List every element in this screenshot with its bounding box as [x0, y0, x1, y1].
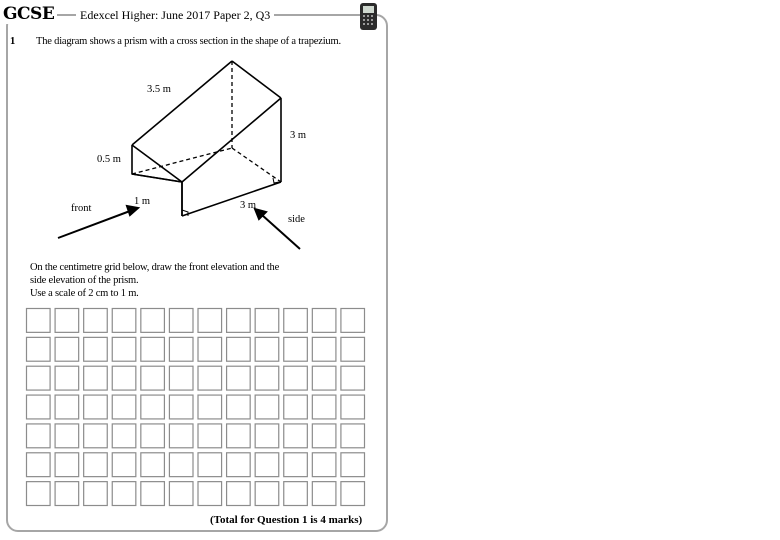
grid-cell[interactable]	[284, 309, 308, 333]
grid-cell[interactable]	[312, 453, 336, 477]
grid-cell[interactable]	[169, 366, 193, 390]
grid-cell[interactable]	[284, 482, 308, 506]
grid-cell[interactable]	[141, 424, 165, 448]
grid-cell[interactable]	[255, 395, 279, 419]
grid-cell[interactable]	[169, 395, 193, 419]
grid-cell[interactable]	[141, 309, 165, 333]
grid-cell[interactable]	[198, 395, 222, 419]
grid-cell[interactable]	[284, 395, 308, 419]
grid-cell[interactable]	[198, 337, 222, 361]
grid-cell[interactable]	[27, 309, 51, 333]
grid-cell[interactable]	[112, 309, 136, 333]
grid-cell[interactable]	[55, 366, 79, 390]
grid-cell[interactable]	[84, 482, 108, 506]
grid-cell[interactable]	[341, 366, 365, 390]
grid-cell[interactable]	[312, 366, 336, 390]
grid-cell[interactable]	[27, 337, 51, 361]
grid-cell[interactable]	[27, 395, 51, 419]
question-text: The diagram shows a prism with a cross section in the shape of a trapezium.	[36, 36, 341, 47]
grid-cell[interactable]	[341, 337, 365, 361]
grid-cell[interactable]	[312, 424, 336, 448]
grid-cell[interactable]	[84, 337, 108, 361]
grid-cell[interactable]	[84, 309, 108, 333]
grid-cell[interactable]	[84, 395, 108, 419]
grid-cell[interactable]	[198, 309, 222, 333]
grid-cell[interactable]	[284, 424, 308, 448]
paper-title: Edexcel Higher: June 2017 Paper 2, Q3	[76, 8, 274, 22]
grid-cell[interactable]	[312, 309, 336, 333]
grid-cell[interactable]	[227, 309, 251, 333]
grid-cell[interactable]	[141, 337, 165, 361]
label-top-edge: 3.5 m	[147, 84, 171, 95]
grid-cell[interactable]	[284, 337, 308, 361]
grid-cell[interactable]	[55, 309, 79, 333]
grid-cell[interactable]	[27, 424, 51, 448]
question-number: 1	[10, 36, 16, 47]
grid-cell[interactable]	[112, 424, 136, 448]
grid-cell[interactable]	[141, 453, 165, 477]
grid-cell[interactable]	[84, 453, 108, 477]
grid-cell[interactable]	[84, 424, 108, 448]
grid-cell[interactable]	[255, 482, 279, 506]
grid-cell[interactable]	[112, 453, 136, 477]
grid-cell[interactable]	[227, 424, 251, 448]
grid-cell[interactable]	[198, 453, 222, 477]
grid-cell[interactable]	[27, 482, 51, 506]
grid-cell[interactable]	[169, 482, 193, 506]
grid-cell[interactable]	[112, 366, 136, 390]
label-right-edge: 3 m	[290, 130, 307, 141]
label-side: side	[288, 214, 305, 225]
grid-cell[interactable]	[255, 453, 279, 477]
instruction-line-1: On the centimetre grid below, draw the front elevation and the	[30, 262, 280, 273]
grid-cell[interactable]	[55, 337, 79, 361]
grid-cell[interactable]	[255, 309, 279, 333]
label-left-edge: 0.5 m	[97, 154, 121, 165]
grid-cell[interactable]	[341, 453, 365, 477]
grid-cell[interactable]	[255, 337, 279, 361]
grid-cell[interactable]	[255, 424, 279, 448]
gcse-logo: GCSE	[3, 4, 57, 24]
grid-cell[interactable]	[312, 482, 336, 506]
grid-cell[interactable]	[141, 366, 165, 390]
grid-cell[interactable]	[312, 337, 336, 361]
grid-cell[interactable]	[55, 395, 79, 419]
instruction-line-3: Use a scale of 2 cm to 1 m.	[30, 288, 139, 299]
label-bottom-side: 3 m	[240, 200, 257, 211]
grid-cell[interactable]	[55, 453, 79, 477]
grid-cell[interactable]	[312, 395, 336, 419]
grid-cell[interactable]	[112, 395, 136, 419]
grid-cell[interactable]	[284, 453, 308, 477]
grid-cell[interactable]	[198, 424, 222, 448]
grid-cell[interactable]	[255, 366, 279, 390]
label-front: front	[71, 203, 92, 214]
grid-cell[interactable]	[112, 482, 136, 506]
grid-cell[interactable]	[198, 482, 222, 506]
grid-cell[interactable]	[169, 424, 193, 448]
grid-cell[interactable]	[141, 482, 165, 506]
grid-cell[interactable]	[55, 482, 79, 506]
grid-cell[interactable]	[284, 366, 308, 390]
grid-cell[interactable]	[227, 395, 251, 419]
grid-cell[interactable]	[169, 337, 193, 361]
grid-cell[interactable]	[341, 424, 365, 448]
grid-cell[interactable]	[227, 453, 251, 477]
grid-cell[interactable]	[341, 395, 365, 419]
grid-cell[interactable]	[227, 482, 251, 506]
grid-cell[interactable]	[27, 453, 51, 477]
instruction-line-2: side elevation of the prism.	[30, 275, 139, 286]
grid-cell[interactable]	[84, 366, 108, 390]
grid-cell[interactable]	[112, 337, 136, 361]
grid-cell[interactable]	[341, 482, 365, 506]
grid-cell[interactable]	[141, 395, 165, 419]
grid-cell[interactable]	[227, 337, 251, 361]
grid-cell[interactable]	[27, 366, 51, 390]
label-bottom-front: 1 m	[134, 196, 151, 207]
grid-cell[interactable]	[341, 309, 365, 333]
grid-cell[interactable]	[227, 366, 251, 390]
grid-cell[interactable]	[169, 453, 193, 477]
grid-cell[interactable]	[55, 424, 79, 448]
grid-cell[interactable]	[169, 309, 193, 333]
grid-cell[interactable]	[198, 366, 222, 390]
total-marks: (Total for Question 1 is 4 marks)	[210, 514, 363, 526]
